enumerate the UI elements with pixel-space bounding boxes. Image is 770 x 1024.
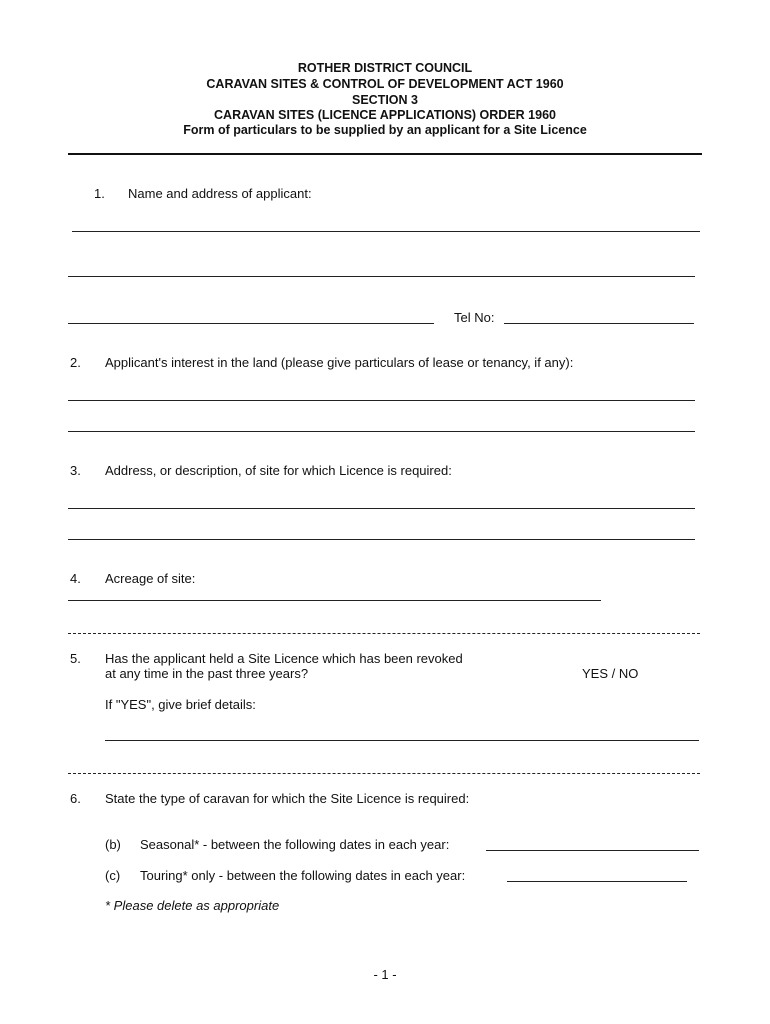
- q6-c-text: Touring* only - between the following dates in each year:: [140, 868, 466, 883]
- section-divider-1: [68, 633, 700, 634]
- q2-line-2[interactable]: [68, 431, 695, 432]
- header-act: CARAVAN SITES & CONTROL OF DEVELOPMENT ACT 1960: [206, 77, 564, 91]
- q2-label: Applicant's interest in the land (please give particulars of lease or tenancy, if any):: [105, 355, 574, 370]
- q2-number: 2.: [70, 355, 81, 370]
- page-number: - 1 -: [373, 967, 397, 982]
- q3-line-1[interactable]: [68, 508, 695, 509]
- tel-field[interactable]: [504, 323, 694, 324]
- q3-number: 3.: [70, 463, 81, 478]
- q5-details-label: If "YES", give brief details:: [105, 697, 256, 712]
- q1-label: Name and address of applicant:: [128, 186, 312, 201]
- q6-b-dates-line[interactable]: [486, 850, 699, 851]
- header-order: CARAVAN SITES (LICENCE APPLICATIONS) ORDER 1960: [214, 108, 556, 122]
- q2-line-1[interactable]: [68, 400, 695, 401]
- q6-label: State the type of caravan for which the Site Licence is required:: [105, 791, 470, 806]
- q6-c-label: (c): [105, 868, 121, 883]
- q3-line-2[interactable]: [68, 539, 695, 540]
- q6-b-label: (b): [105, 837, 121, 852]
- q4-label: Acreage of site:: [105, 571, 196, 586]
- header-section: SECTION 3: [352, 93, 418, 107]
- q4-acreage-line[interactable]: [68, 600, 601, 601]
- q5-label-line2: at any time in the past three years?: [105, 666, 309, 681]
- header-rule: [68, 153, 702, 155]
- header-council: ROTHER DISTRICT COUNCIL: [297, 61, 473, 75]
- q4-number: 4.: [70, 571, 81, 586]
- q5-yes-no[interactable]: YES / NO: [582, 666, 639, 681]
- q6-number: 6.: [70, 791, 81, 806]
- q5-details-line[interactable]: [105, 740, 699, 741]
- tel-label: Tel No:: [454, 310, 495, 325]
- section-divider-2: [68, 773, 700, 774]
- q5-number: 5.: [70, 651, 81, 666]
- q1-line-2[interactable]: [68, 276, 695, 277]
- q1-number: 1.: [94, 186, 105, 201]
- q3-label: Address, or description, of site for which Licence is required:: [105, 463, 452, 478]
- header-form-title: Form of particulars to be supplied by an applicant for a Site Licence: [183, 123, 587, 137]
- q5-label-line1: Has the applicant held a Site Licence which has been revoked: [105, 651, 463, 666]
- q1-line-1[interactable]: [72, 231, 700, 232]
- q6-b-text: Seasonal* - between the following dates in each year:: [140, 837, 450, 852]
- delete-note: * Please delete as appropriate: [105, 898, 280, 913]
- q1-line-3[interactable]: [68, 323, 434, 324]
- q6-c-dates-line[interactable]: [507, 881, 687, 882]
